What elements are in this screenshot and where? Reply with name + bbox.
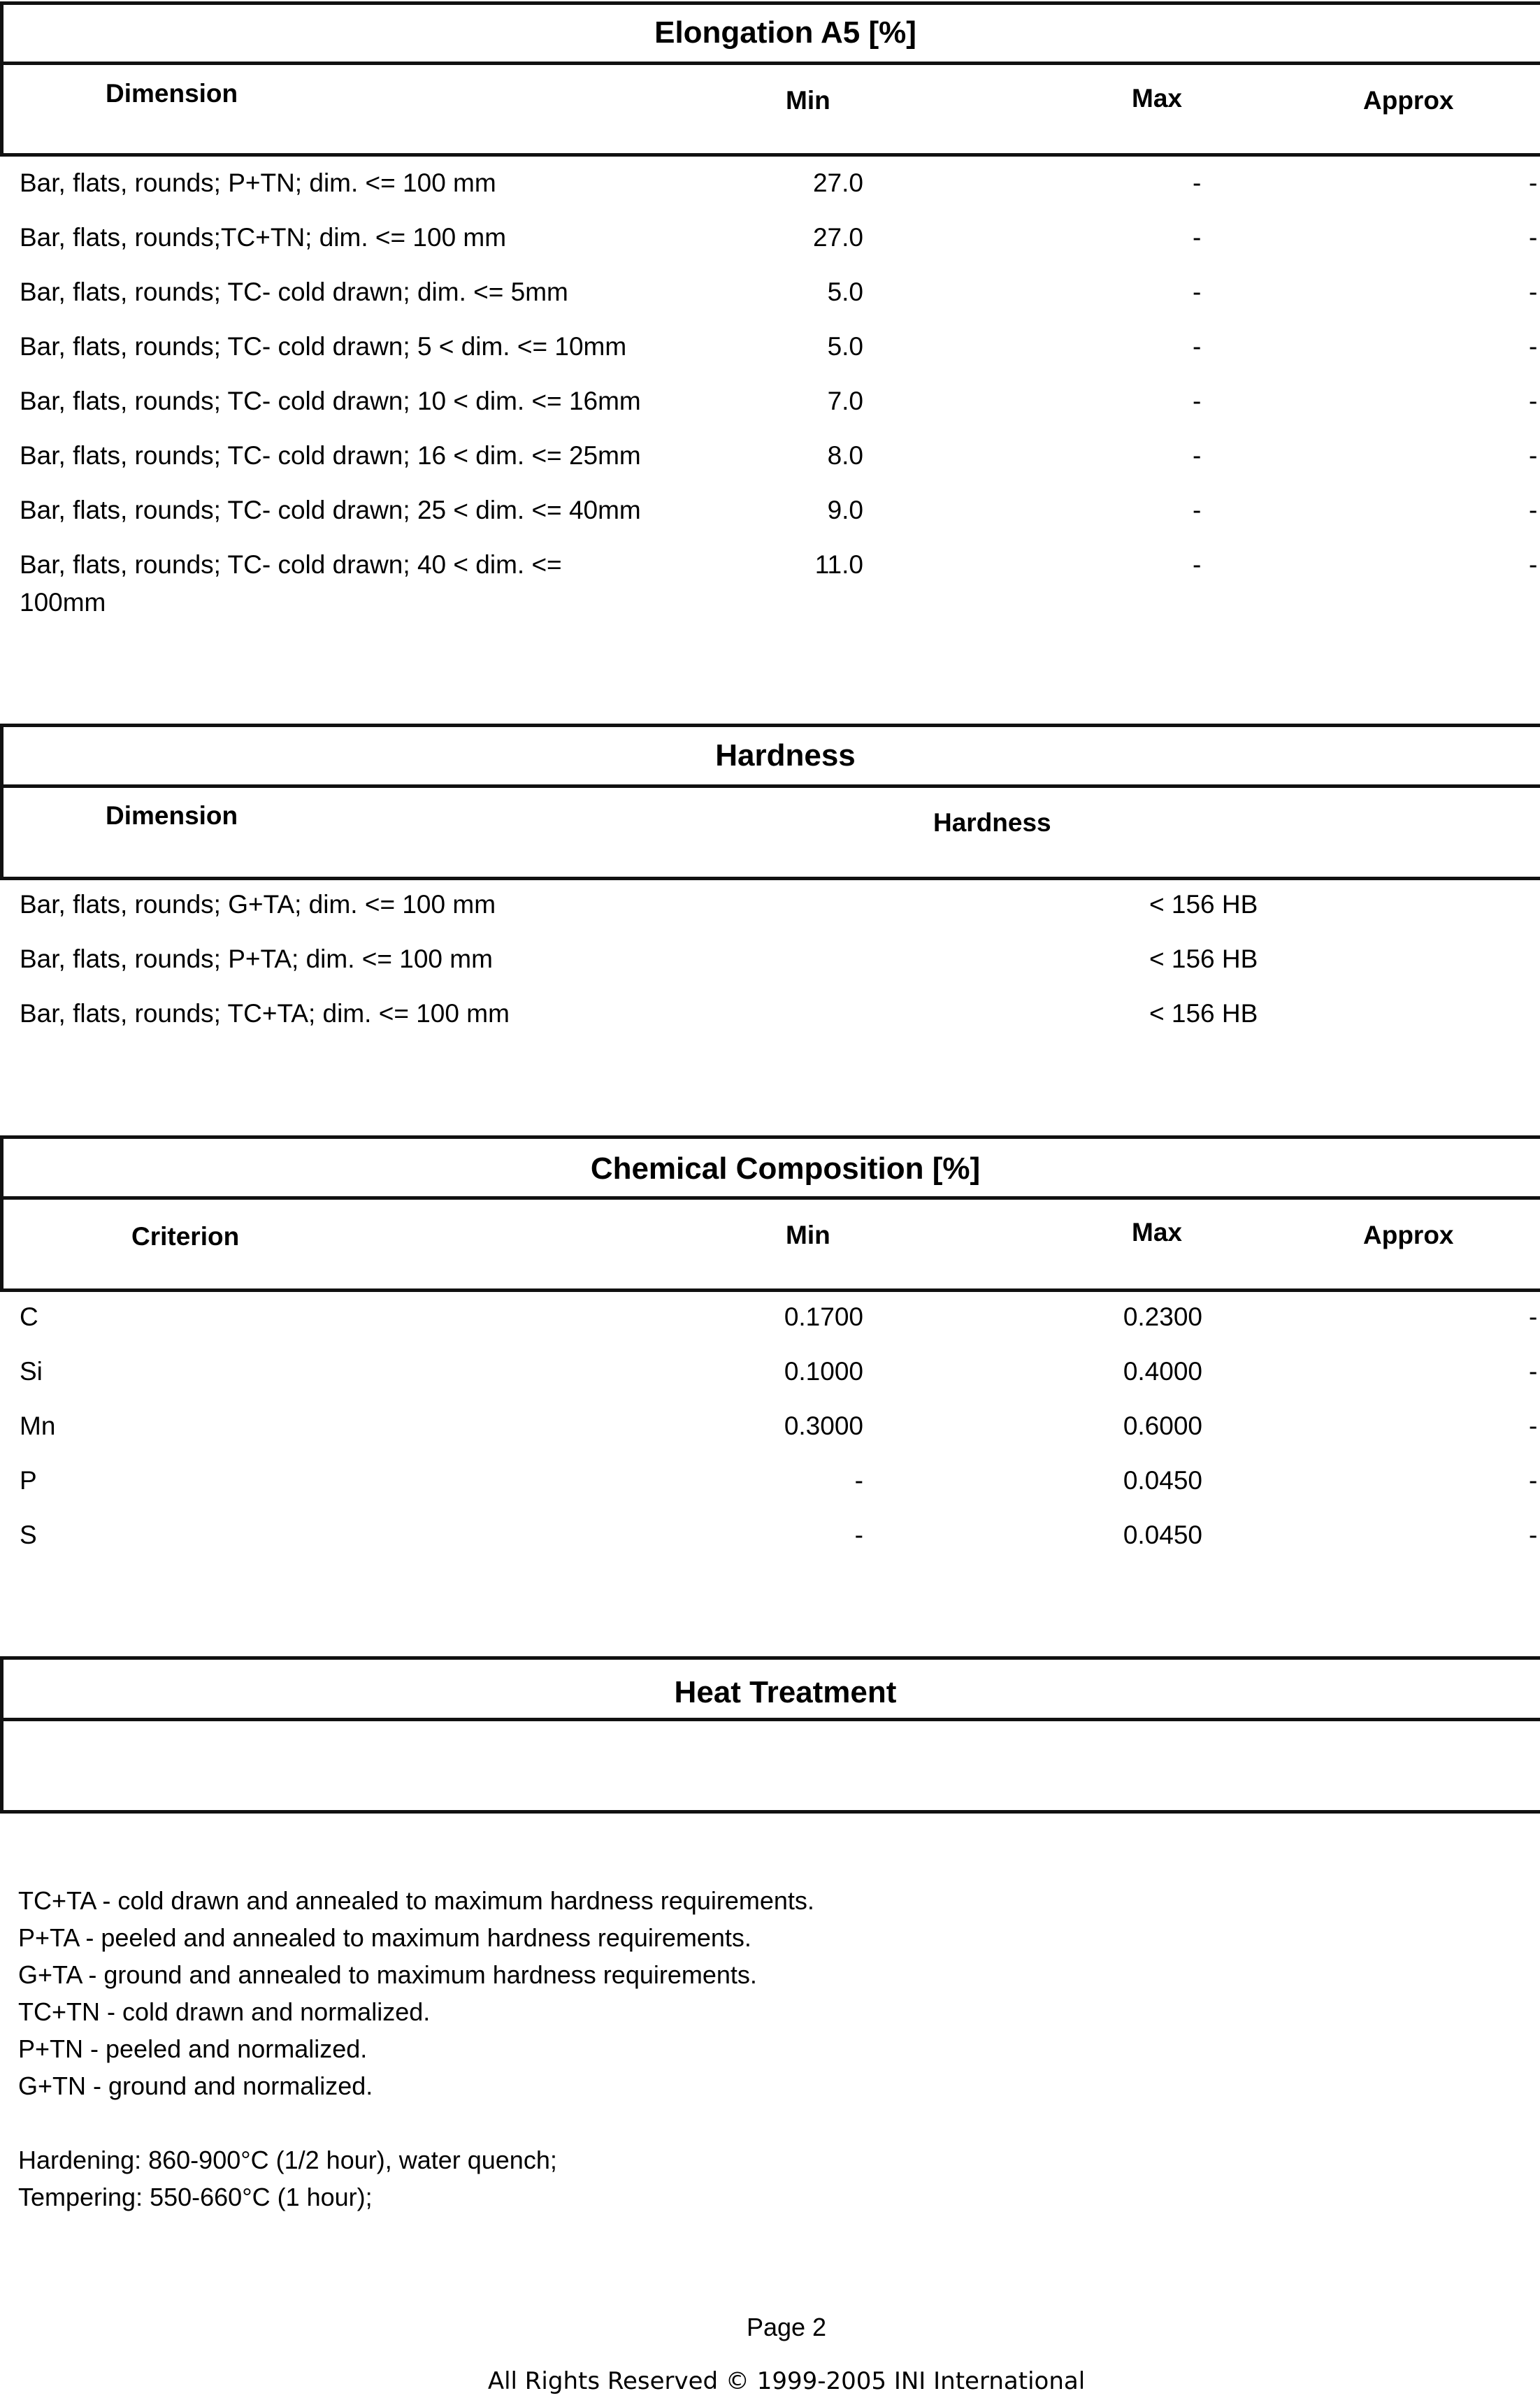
divider bbox=[0, 62, 1540, 65]
cell-max: - bbox=[1193, 223, 1202, 252]
cell-max: 0.4000 bbox=[1123, 1357, 1202, 1386]
cell-hardness: < 156 HB bbox=[1149, 999, 1258, 1028]
tempering-note: Tempering: 550-660°C (1 hour); bbox=[18, 2183, 373, 2211]
cell-dimension: Bar, flats, rounds; TC+TA; dim. <= 100 mm bbox=[20, 999, 510, 1028]
cell-dimension: Bar, flats, rounds; TC- cold drawn; dim. <= 5mm bbox=[20, 278, 568, 306]
cell-min: 8.0 bbox=[827, 441, 863, 470]
cell-min: 27.0 bbox=[812, 168, 863, 197]
page-number: Page 2 bbox=[746, 2313, 827, 2341]
cell-approx: - bbox=[1529, 1412, 1538, 1440]
cell-criterion: Mn bbox=[20, 1412, 56, 1440]
cell-min: 11.0 bbox=[814, 550, 863, 579]
header-min: Min bbox=[786, 86, 830, 115]
cell-approx: - bbox=[1529, 1357, 1538, 1386]
cell-dimension: Bar, flats, rounds;TC+TN; dim. <= 100 mm bbox=[20, 223, 507, 252]
cell-min: 9.0 bbox=[827, 496, 863, 524]
header-approx: Approx bbox=[1363, 86, 1454, 115]
hardening-note: Hardening: 860-900°C (1/2 hour), water quench; bbox=[18, 2146, 557, 2174]
cell-max: - bbox=[1193, 387, 1202, 415]
cell-max: - bbox=[1193, 441, 1202, 470]
cell-dimension: Bar, flats, rounds; TC- cold drawn; 25 < dim. <= 40mm bbox=[20, 496, 641, 524]
cell-criterion: P bbox=[20, 1466, 37, 1495]
cell-approx: - bbox=[1529, 168, 1538, 197]
cell-approx: - bbox=[1529, 278, 1538, 306]
cell-max: 0.0450 bbox=[1123, 1521, 1202, 1549]
cell-dimension: Bar, flats, rounds; P+TN; dim. <= 100 mm bbox=[20, 168, 496, 197]
cell-approx: - bbox=[1529, 1466, 1538, 1495]
header-min: Min bbox=[786, 1221, 830, 1249]
cell-criterion: Si bbox=[20, 1357, 43, 1386]
header-max: Max bbox=[1132, 84, 1182, 113]
elongation-title: Elongation A5 [%] bbox=[654, 15, 916, 50]
divider bbox=[0, 784, 1540, 788]
cell-dimension: Bar, flats, rounds; TC- cold drawn; 5 < dim. <= 10mm bbox=[20, 332, 627, 361]
copyright: All Rights Reserved © 1999-2005 INI International bbox=[487, 2367, 1086, 2395]
definition-note: P+TN - peeled and normalized. bbox=[18, 2034, 368, 2063]
cell-approx: - bbox=[1529, 223, 1538, 252]
cell-dimension-line2: 100mm bbox=[20, 588, 106, 617]
divider bbox=[0, 1718, 1540, 1721]
cell-min: - bbox=[854, 1521, 863, 1549]
cell-min: 0.1000 bbox=[784, 1357, 863, 1386]
cell-min: 7.0 bbox=[827, 387, 863, 415]
cell-max: - bbox=[1193, 168, 1202, 197]
cell-min: 5.0 bbox=[827, 332, 863, 361]
cell-dimension: Bar, flats, rounds; TC- cold drawn; 16 < dim. <= 25mm bbox=[20, 441, 641, 470]
cell-approx: - bbox=[1529, 496, 1538, 524]
cell-max: - bbox=[1193, 550, 1202, 579]
cell-max: 0.2300 bbox=[1123, 1302, 1202, 1331]
definition-note: G+TA - ground and annealed to maximum hardness requirements. bbox=[18, 1960, 757, 1989]
cell-criterion: S bbox=[20, 1521, 37, 1549]
divider bbox=[0, 1196, 1540, 1200]
cell-max: - bbox=[1193, 278, 1202, 306]
cell-max: - bbox=[1193, 332, 1202, 361]
cell-criterion: C bbox=[20, 1302, 38, 1331]
header-criterion: Criterion bbox=[131, 1222, 240, 1251]
cell-approx: - bbox=[1529, 387, 1538, 415]
definition-note: P+TA - peeled and annealed to maximum hardness requirements. bbox=[18, 1923, 751, 1952]
cell-approx: - bbox=[1529, 441, 1538, 470]
cell-max: - bbox=[1193, 496, 1202, 524]
cell-max: 0.6000 bbox=[1123, 1412, 1202, 1440]
cell-dimension: Bar, flats, rounds; G+TA; dim. <= 100 mm bbox=[20, 890, 496, 919]
chemical-title: Chemical Composition [%] bbox=[590, 1151, 981, 1186]
cell-dimension: Bar, flats, rounds; TC- cold drawn; 10 < dim. <= 16mm bbox=[20, 387, 641, 415]
cell-dimension: Bar, flats, rounds; TC- cold drawn; 40 < dim. <= bbox=[20, 550, 562, 579]
header-max: Max bbox=[1132, 1218, 1182, 1247]
cell-hardness: < 156 HB bbox=[1149, 945, 1258, 973]
cell-max: 0.0450 bbox=[1123, 1466, 1202, 1495]
definition-note: TC+TN - cold drawn and normalized. bbox=[18, 1997, 431, 2026]
cell-min: 5.0 bbox=[827, 278, 863, 306]
cell-min: 27.0 bbox=[812, 223, 863, 252]
cell-dimension: Bar, flats, rounds; P+TA; dim. <= 100 mm bbox=[20, 945, 493, 973]
header-approx: Approx bbox=[1363, 1221, 1454, 1249]
cell-hardness: < 156 HB bbox=[1149, 890, 1258, 919]
header-dimension: Dimension bbox=[106, 801, 238, 830]
definition-note: G+TN - ground and normalized. bbox=[18, 2072, 373, 2100]
cell-approx: - bbox=[1529, 550, 1538, 579]
heat-treatment-title: Heat Treatment bbox=[674, 1675, 897, 1709]
cell-min: 0.1700 bbox=[784, 1302, 863, 1331]
cell-approx: - bbox=[1529, 332, 1538, 361]
definition-note: TC+TA - cold drawn and annealed to maximum hardness requirements. bbox=[18, 1886, 814, 1915]
header-dimension: Dimension bbox=[106, 79, 238, 108]
header-hardness: Hardness bbox=[933, 808, 1051, 837]
cell-min: - bbox=[854, 1466, 863, 1495]
cell-approx: - bbox=[1529, 1521, 1538, 1549]
cell-approx: - bbox=[1529, 1302, 1538, 1331]
cell-min: 0.3000 bbox=[784, 1412, 863, 1440]
hardness-title: Hardness bbox=[715, 738, 856, 773]
